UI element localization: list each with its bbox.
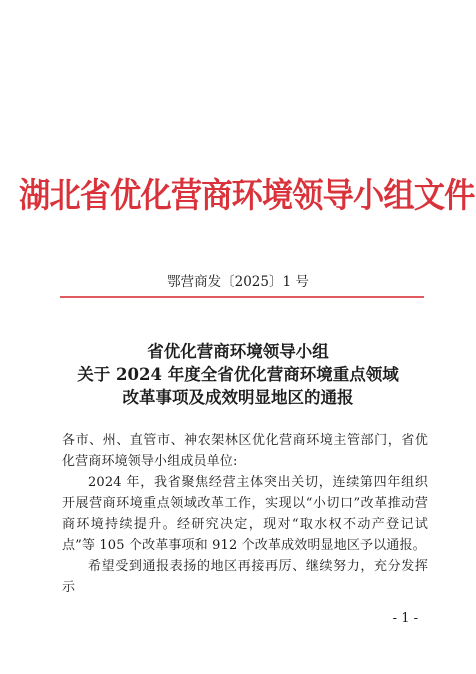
red-divider-line <box>60 296 424 298</box>
body-paragraph-2: 希望受到通报表扬的地区再接再厉、继续努力，充分发挥示 <box>62 559 428 595</box>
issuer-header-title: 湖北省优化营商环境领导小组文件 <box>19 176 475 216</box>
body-paragraph-1: 2024 年，我省聚焦经营主体突出关切，连续第四年组织开展营商环境重点领域改革工作，实现以“小切口”改革推动营商环境持续提升。经研究决定，现对“取水权不动产登记试点”等 105 个改革事项和 912 个改革成效明显地区予以通报。 <box>62 475 428 553</box>
page-number: - 1 - <box>392 611 418 626</box>
notice-title-line-2: 关于 2024 年度全省优化营商环境重点领域 <box>77 365 399 384</box>
addressee-paragraph: 各市、州、直管市、神农架林区优化营商环境主管部门，省优化营商环境领导小组成员单位: <box>62 433 428 469</box>
notice-title-line-1: 省优化营商环境领导小组 <box>147 342 329 361</box>
document-body <box>62 430 428 598</box>
document-number: 鄂营商发〔2025〕1 号 <box>167 274 309 290</box>
notice-title <box>0 340 476 409</box>
notice-title-line-3: 改革事项及成效明显地区的通报 <box>122 388 354 407</box>
